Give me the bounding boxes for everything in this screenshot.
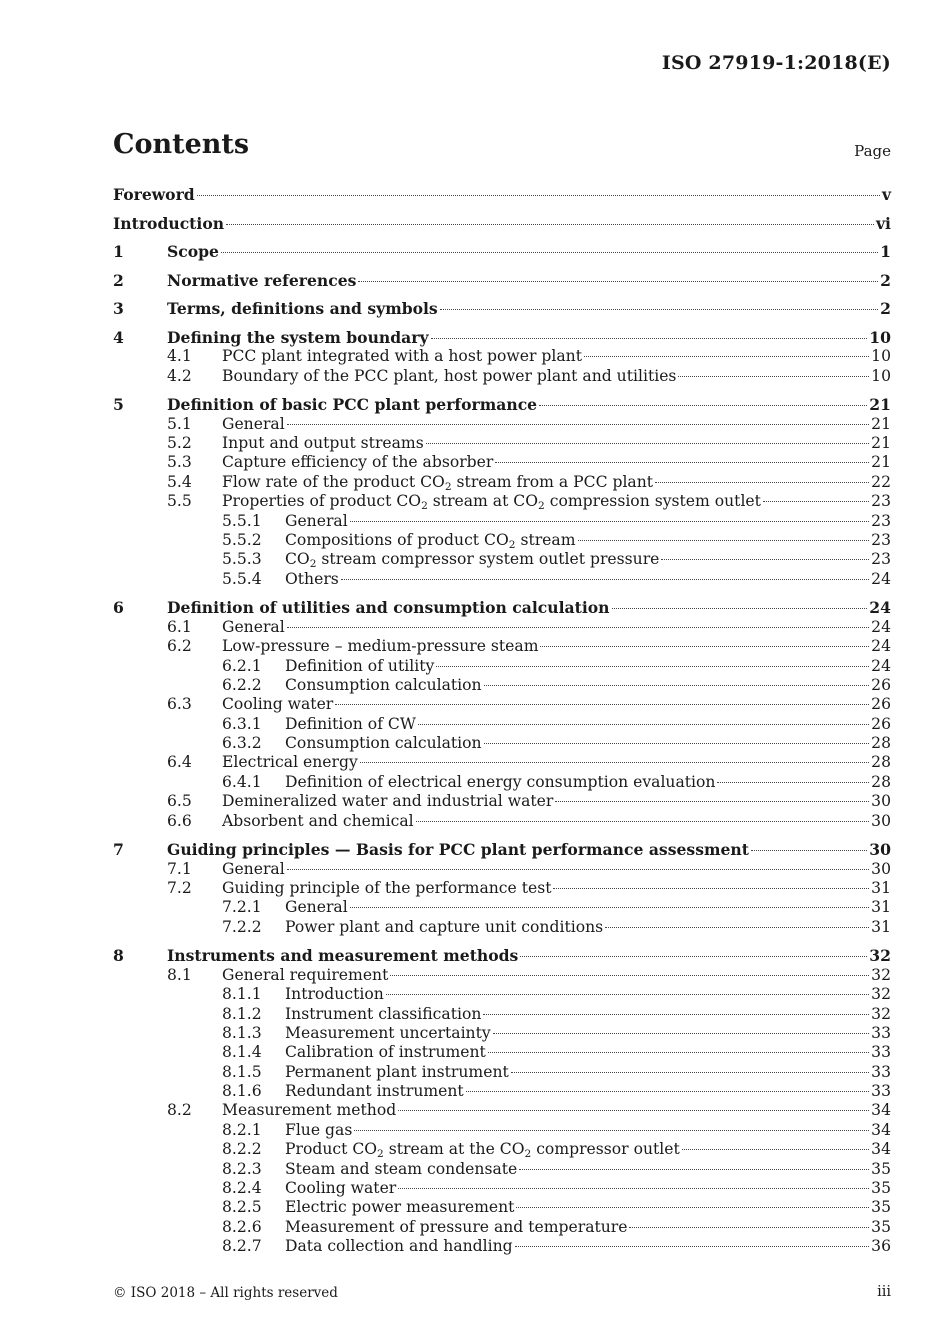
dot-leader [416,821,870,822]
toc-entry-page: 23 [871,511,891,530]
toc-entry-page: 31 [871,917,891,936]
toc-entry-number: 7.1 [167,859,192,878]
toc-entry-title: Foreword [113,185,195,204]
toc-entry-number: 1 [113,242,124,262]
page-title: Contents [113,129,250,160]
toc-entry-number: 6.2.2 [222,675,262,694]
toc-entry-number: 8.1.3 [222,1023,262,1042]
toc-entry-number: 8.1.4 [222,1043,262,1062]
toc-entry[interactable] [113,328,891,347]
toc-entry[interactable] [113,299,891,318]
toc-entry-title: General [222,414,285,433]
dot-leader [287,424,869,425]
toc-entry[interactable] [113,773,891,792]
toc-entry-title: General [222,859,285,878]
toc-entry-number: 2 [113,270,124,290]
dot-leader [431,338,868,339]
dot-leader [358,281,878,282]
toc-entry-number: 5 [113,395,124,415]
toc-entry-page: 32 [869,946,891,966]
toc-entry-number: 5.5 [167,492,192,511]
toc-entry[interactable] [113,242,891,261]
toc-entry-title: Guiding principle of the performance test [222,879,552,897]
toc-entry-title: Steam and steam condensate [285,1159,518,1178]
toc-entry-number: 4.1 [167,347,192,366]
toc-entry-page: 2 [880,299,891,319]
dot-leader [555,801,869,802]
toc-entry-page: v [881,185,891,204]
toc-entry[interactable] [113,1024,891,1043]
toc-entry-page: 30 [871,792,891,811]
dot-leader [763,501,869,502]
toc-entry[interactable] [113,753,891,772]
toc-entry-page: 10 [871,366,891,385]
dot-leader [661,559,869,560]
toc-entry-page: 34 [871,1120,891,1139]
dot-leader [495,462,869,463]
toc-entry-title: Introduction [113,213,225,233]
toc-entry-number: 8 [113,946,124,966]
dot-leader [350,521,869,522]
toc-entry[interactable] [113,1101,891,1120]
toc-entry[interactable] [113,395,891,414]
toc-entry-number: 6.3.1 [222,714,262,733]
toc-entry-title: Compositions of product $CO_2$ stream [285,530,576,551]
toc-entry-title: Defining the system boundary [167,327,429,347]
toc-entry[interactable] [113,434,891,453]
toc-entry[interactable] [113,1198,891,1217]
dot-leader [520,956,867,957]
toc-entry-page: 33 [871,1043,891,1062]
toc-entry-number: 6.2.1 [222,656,262,675]
toc-entry-title: General [222,617,285,636]
dot-leader [426,443,869,444]
toc-entry[interactable] [113,734,891,753]
toc-entry[interactable] [113,1005,891,1024]
toc-entry-page: 33 [871,1023,891,1042]
dot-leader [226,224,874,225]
dot-leader [466,1091,869,1092]
dot-leader [515,1246,869,1247]
toc-entry-title: General requirement [222,965,389,984]
toc-entry[interactable] [113,598,891,617]
toc-entry-title: Scope [167,242,219,262]
dot-leader [440,309,878,310]
toc-entry[interactable] [113,492,891,511]
toc-entry[interactable] [113,985,891,1004]
toc-entry-title: Definition of basic PCC plant performance [167,395,538,415]
dot-leader [511,1072,869,1073]
toc-entry-title: Terms, definitions and symbols [167,299,438,319]
toc-entry-title: Product $CO_2$ stream at the $CO_2$ compressor outlet [285,1140,680,1161]
toc-entry[interactable] [113,271,891,290]
toc-entry[interactable] [113,792,891,811]
toc-entry-title: Definition of utility [285,656,435,675]
toc-entry-number: 8.1 [167,965,192,984]
toc-entry-number: 8.2 [167,1101,192,1120]
toc-entry-number: 8.2.7 [222,1237,262,1256]
toc-entry-page: 21 [871,414,891,433]
dot-leader [335,704,869,705]
dot-leader [484,685,870,686]
toc-entry[interactable] [113,879,891,898]
footer-copyright: © ISO 2018 – All rights reserved [113,1285,338,1301]
toc-entry-number: 7 [113,840,124,860]
dot-leader [578,540,870,541]
toc-entry[interactable] [113,531,891,550]
toc-entry-number: 8.2.3 [222,1159,262,1178]
toc-entry-page: 26 [871,695,891,714]
dot-leader [287,627,869,628]
dot-leader [287,869,869,870]
toc-entry-number: 5.5.4 [222,569,262,588]
toc-entry-title: Flue gas [285,1120,353,1139]
toc-entry-title: Input and output streams [222,434,424,453]
toc-entry[interactable] [113,695,891,714]
toc-entry-title: Guiding principles — Basis for PCC plant performance assessment [167,840,749,860]
toc-entry[interactable] [113,860,891,879]
toc-entry[interactable] [113,415,891,434]
toc-entry-number: 6.1 [167,617,192,636]
toc-entry-number: 8.2.5 [222,1198,262,1217]
toc-entry-page: 33 [871,1062,891,1081]
toc-entry-title: Demineralized water and industrial water [222,792,554,811]
toc-entry-title: General [285,511,348,530]
toc-entry-number: 5.1 [167,414,192,433]
toc-entry-title: Measurement uncertainty [285,1023,491,1042]
dot-leader [398,1188,869,1189]
toc-entry-number: 8.1.1 [222,985,262,1004]
toc-entry-number: 6.3 [167,695,192,714]
toc-entry-title: Instruments and measurement methods [167,946,519,966]
toc-entry-page: 23 [871,492,891,511]
toc-entry[interactable] [113,898,891,917]
toc-entry-title: Calibration of instrument [285,1043,486,1062]
toc-entry[interactable] [113,946,891,965]
dot-leader [483,1014,869,1015]
toc-entry-page: 24 [871,617,891,636]
toc-entry-title: Boundary of the PCC plant, host power plant and utilities [222,366,677,385]
toc-entry[interactable] [113,214,891,233]
toc-entry[interactable] [113,637,891,656]
toc-entry-page: 32 [871,985,891,1004]
toc-entry-title: Permanent plant instrument [285,1062,509,1081]
dot-leader [350,907,869,908]
toc-entry-page: 35 [871,1217,891,1236]
toc-entry-title: $CO_2$ stream compressor system outlet pressure [285,550,660,571]
toc-entry-number: 6.4.1 [222,772,262,791]
toc-entry-number: 8.2.1 [222,1120,262,1139]
toc-entry-page: 28 [871,734,891,753]
toc-entry-title: Data collection and handling [285,1237,513,1256]
toc-entry-page: 24 [871,569,891,588]
dot-leader [519,1169,869,1170]
toc-entry[interactable] [113,657,891,676]
toc-entry-title: Properties of product $CO_2$ stream at $CO_2$ compression system outlet [222,492,761,513]
toc-entry-title: Normative references [167,270,357,290]
toc-entry-title: Electrical energy [222,753,358,772]
toc-entry-number: 8.2.4 [222,1179,262,1198]
toc-entry[interactable] [113,812,891,831]
toc-entry[interactable] [113,185,891,204]
toc-entry-page: vi [876,213,891,233]
toc-entry-title: Measurement of pressure and temperature [285,1217,628,1236]
dot-leader [197,195,880,196]
toc-entry-title: PCC plant integrated with a host power plant [222,347,582,366]
toc-entry[interactable] [113,1218,891,1237]
dot-leader [540,646,869,647]
toc-entry[interactable] [113,918,891,937]
toc-entry-page: 35 [871,1159,891,1178]
toc-entry-title: Electric power measurement [285,1198,515,1217]
toc-entry-page: 10 [869,327,891,347]
toc-entry[interactable] [113,347,891,366]
toc-entry-number: 6 [113,598,124,618]
toc-entry[interactable] [113,1237,891,1256]
toc-entry-page: 28 [871,753,891,772]
toc-entry[interactable] [113,570,891,589]
toc-entry-page: 2 [880,270,891,290]
toc-entry[interactable] [113,1179,891,1198]
toc-entry-page: 31 [871,879,891,897]
page-column-label: Page [854,142,891,160]
toc-entry-page: 32 [871,1004,891,1023]
toc-entry-page: 22 [871,472,891,491]
toc-entry-title: Definition of utilities and consumption calculation [167,598,610,618]
toc-entry[interactable] [113,840,891,859]
toc-entry-page: 26 [871,675,891,694]
toc-entry-page: 30 [871,859,891,878]
toc-entry-page: 21 [871,434,891,453]
dot-leader [390,975,869,976]
toc-entry-title: Definition of CW [285,714,416,733]
toc-entry-title: Low-pressure – medium-pressure steam [222,637,539,656]
toc-entry-number: 6.6 [167,811,192,830]
toc-entry-title: Cooling water [222,695,334,714]
toc-entry-number: 5.5.1 [222,511,262,530]
toc-entry-title: General [285,898,348,917]
table-of-contents [113,185,891,1257]
dot-leader [418,724,869,725]
dot-leader [488,1052,869,1053]
dot-leader [493,1033,869,1034]
toc-entry-page: 31 [871,898,891,917]
dot-leader [751,850,867,851]
dot-leader [386,994,869,995]
toc-entry-number: 8.1.5 [222,1062,262,1081]
toc-entry-page: 28 [871,772,891,791]
toc-entry-title: Introduction [285,985,384,1004]
toc-entry-page: 30 [869,840,891,860]
toc-entry-page: 10 [871,347,891,366]
toc-entry-page: 24 [871,637,891,656]
toc-entry-title: Power plant and capture unit conditions [285,917,604,936]
toc-entry[interactable] [113,966,891,985]
toc-entry-title: Instrument classification [285,1004,482,1023]
toc-entry-title: Measurement method [222,1101,397,1120]
toc-entry-number: 8.2.2 [222,1140,262,1159]
toc-entry[interactable] [113,1082,891,1101]
toc-entry[interactable] [113,1043,891,1062]
dot-leader [539,405,867,406]
standard-reference: ISO 27919-1:2018(E) [661,52,891,74]
toc-entry[interactable] [113,1140,891,1159]
toc-entry[interactable] [113,550,891,569]
toc-entry[interactable] [113,512,891,531]
toc-entry-number: 7.2.1 [222,898,262,917]
dot-leader [717,782,869,783]
toc-entry-number: 8.1.2 [222,1004,262,1023]
toc-entry-title: Redundant instrument [285,1082,464,1101]
toc-entry[interactable] [113,367,891,386]
toc-entry[interactable] [113,715,891,734]
toc-entry-page: 35 [871,1198,891,1217]
toc-entry-title: Others [285,569,339,588]
toc-entry-title: Absorbent and chemical [222,811,414,830]
toc-entry[interactable] [113,618,891,637]
toc-entry-number: 7.2.2 [222,917,262,936]
toc-entry-page: 34 [871,1101,891,1120]
toc-entry-page: 21 [869,395,891,415]
toc-entry-page: 33 [871,1082,891,1101]
toc-entry-number: 8.2.6 [222,1217,262,1236]
toc-entry-number: 5.5.2 [222,530,262,549]
toc-entry-number: 4 [113,327,124,347]
toc-entry[interactable] [113,1160,891,1179]
dot-leader [398,1110,869,1111]
dot-leader [484,743,870,744]
dot-leader [629,1227,869,1228]
toc-entry-number: 3 [113,299,124,319]
toc-entry-number: 4.2 [167,366,192,385]
toc-entry-number: 6.3.2 [222,734,262,753]
toc-entry-title: Flow rate of the product $CO_2$ stream from a PCC plant [222,472,654,493]
dot-leader [584,356,869,357]
toc-entry-page: 24 [871,656,891,675]
dot-leader [612,608,868,609]
toc-entry[interactable] [113,1121,891,1140]
toc-entry[interactable] [113,473,891,492]
toc-entry-number: 5.2 [167,434,192,453]
dot-leader [436,666,869,667]
toc-entry-title: Capture efficiency of the absorber [222,453,494,472]
toc-entry-number: 5.5.3 [222,550,262,569]
dot-leader [678,376,869,377]
toc-entry-page: 26 [871,714,891,733]
toc-entry-number: 6.4 [167,753,192,772]
toc-entry-title: Consumption calculation [285,675,482,694]
toc-entry-page: 30 [871,811,891,830]
toc-entry[interactable] [113,453,891,472]
dot-leader [682,1149,869,1150]
toc-entry-title: Cooling water [285,1179,397,1198]
toc-entry-page: 32 [871,965,891,984]
toc-entry-page: 36 [871,1237,891,1256]
dot-leader [221,252,878,253]
toc-entry-page: 23 [871,550,891,569]
toc-entry-title: Consumption calculation [285,734,482,753]
dot-leader [341,579,869,580]
toc-entry-title: Definition of electrical energy consumption evaluation [285,772,716,791]
dot-leader [655,482,869,483]
toc-entry-number: 5.4 [167,472,192,491]
toc-entry-page: 1 [880,242,891,262]
toc-entry-page: 23 [871,530,891,549]
footer-page-number: iii [877,1284,891,1300]
toc-entry-number: 8.1.6 [222,1082,262,1101]
toc-entry-number: 7.2 [167,879,192,897]
toc-entry[interactable] [113,1063,891,1082]
toc-entry-page: 21 [871,453,891,472]
dot-leader [516,1207,869,1208]
toc-entry-page: 35 [871,1179,891,1198]
toc-entry[interactable] [113,676,891,695]
dot-leader [553,888,869,889]
toc-entry-page: 34 [871,1140,891,1159]
dot-leader [354,1130,869,1131]
toc-entry-page: 24 [869,598,891,618]
dot-leader [360,762,869,763]
toc-entry-number: 6.2 [167,637,192,656]
toc-entry-number: 5.3 [167,453,192,472]
dot-leader [605,927,869,928]
toc-entry-number: 6.5 [167,792,192,811]
